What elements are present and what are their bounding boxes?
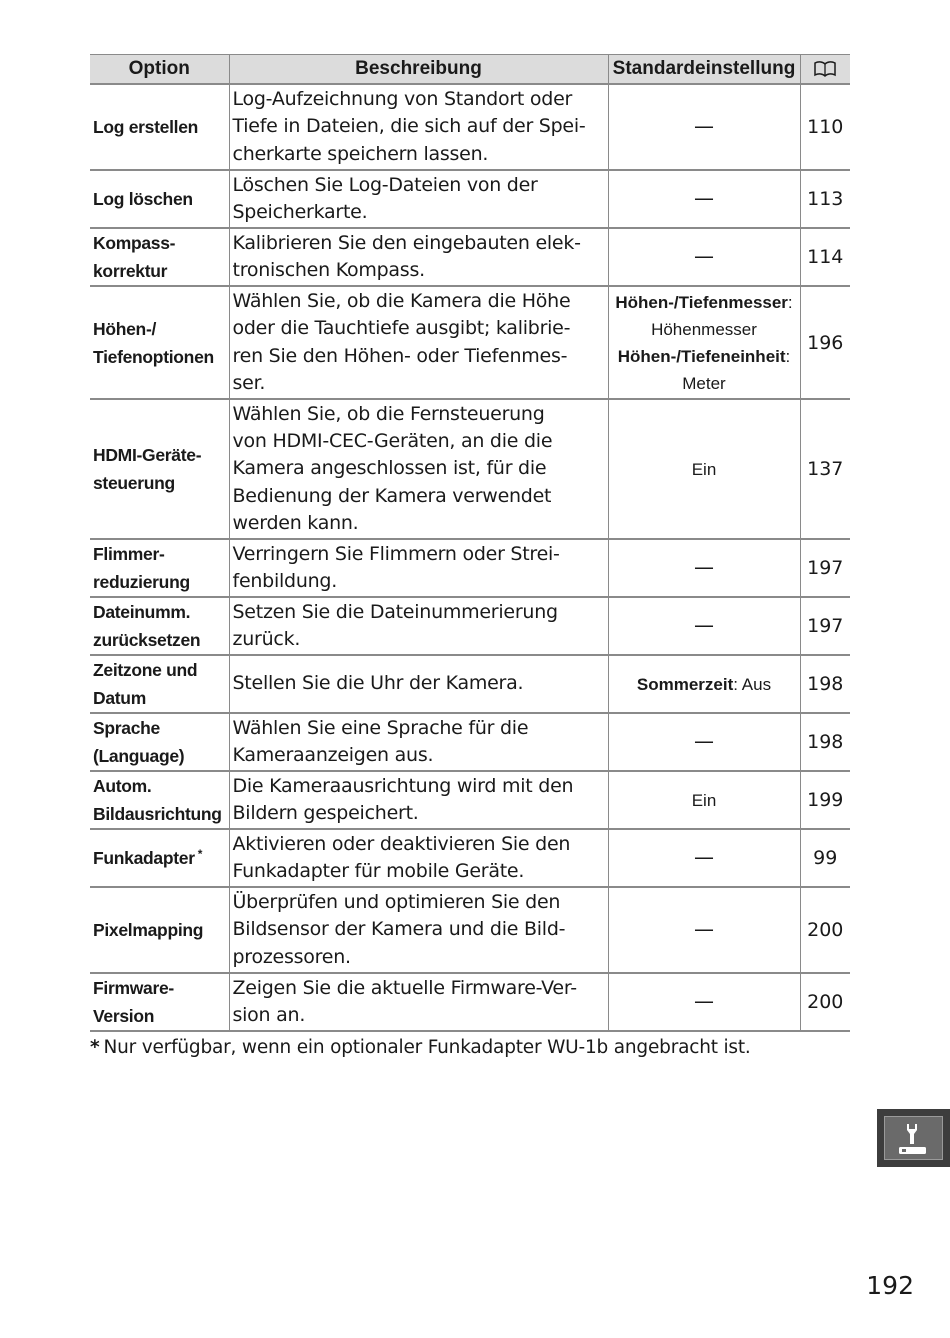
option-cell <box>90 829 229 887</box>
default-cell <box>608 973 800 1031</box>
header-description: Beschreibung <box>229 55 608 85</box>
option-label: HDMI-Geräte- <box>93 445 202 465</box>
default-value: — <box>694 186 714 210</box>
option-label: Pixelmapping <box>93 920 204 940</box>
table-row <box>90 655 850 713</box>
description-line: Aktivieren oder deaktivieren Sie den <box>232 832 571 855</box>
description-line: Wählen Sie, ob die Kamera die Höhe <box>232 289 571 312</box>
default-value: — <box>694 613 714 637</box>
option-label: zurücksetzen <box>93 630 201 650</box>
table-header-row <box>90 55 850 85</box>
default-value: — <box>694 114 714 138</box>
description-line: Tiefe in Dateien, die sich auf der Spei- <box>232 115 586 138</box>
option-cell <box>90 539 229 597</box>
description-line: Kalibrieren Sie den eingebauten elek- <box>232 231 581 254</box>
option-cell <box>90 887 229 973</box>
footnote <box>90 1037 850 1058</box>
option-label: Sprache <box>93 718 160 738</box>
default-value: — <box>694 244 714 268</box>
default-cell <box>608 84 800 170</box>
page-reference-cell: 200 <box>800 887 850 973</box>
page-reference-cell: 198 <box>800 655 850 713</box>
option-label: Funkadapter <box>93 848 195 868</box>
option-cell <box>90 713 229 771</box>
option-label: Log erstellen <box>93 117 199 137</box>
footnote-text: Nur verfügbar, wenn ein optionaler Funkadapter WU-1b angebracht ist. <box>103 1037 751 1058</box>
description-line: fenbildung. <box>232 570 338 592</box>
description-line: Log-Aufzeichnung von Standort oder <box>232 88 573 111</box>
default-cell <box>608 771 800 829</box>
description-line: werden kann. <box>232 511 359 534</box>
option-label: Firmware- <box>93 978 174 998</box>
option-label: Datum <box>93 688 146 708</box>
table-row <box>90 887 850 973</box>
description-line: Stellen Sie die Uhr der Kamera. <box>232 672 524 695</box>
default-cell <box>608 597 800 655</box>
description-line: zurück. <box>232 628 301 650</box>
option-label: Tiefenoptionen <box>93 346 214 367</box>
table-row <box>90 973 850 1031</box>
description-line: Speicherkarte. <box>232 201 368 223</box>
description-line: Kameraanzeigen aus. <box>232 744 434 766</box>
default-value: — <box>694 845 714 869</box>
table-row <box>90 597 850 655</box>
setup-menu-wrench-icon <box>885 1117 942 1159</box>
table-row <box>90 713 850 771</box>
description-cell <box>229 84 608 170</box>
page-reference-cell: 113 <box>800 170 850 228</box>
description-cell <box>229 887 608 973</box>
default-setting-label: Sommerzeit <box>636 674 734 694</box>
header-option: Option <box>90 55 229 85</box>
description-line: Kamera angeschlossen ist, für die <box>232 457 547 480</box>
default-cell <box>608 399 800 539</box>
description-cell <box>229 399 608 539</box>
description-line: Bildsensor der Kamera und die Bild- <box>232 918 566 941</box>
option-label: Log löschen <box>93 189 193 209</box>
default-cell <box>608 887 800 973</box>
option-cell <box>90 84 229 170</box>
default-setting-separator: : <box>733 674 738 694</box>
table-row <box>90 771 850 829</box>
default-value: Ein <box>691 459 717 479</box>
description-cell <box>229 713 608 771</box>
description-line: Zeigen Sie die aktuelle Firmware-Ver- <box>232 976 577 999</box>
option-cell <box>90 771 229 829</box>
description-line: Überprüfen und optimieren Sie den <box>232 891 561 914</box>
option-cell <box>90 973 229 1031</box>
table-row <box>90 228 850 286</box>
default-value: — <box>694 555 714 579</box>
description-line: prozessoren. <box>232 945 351 968</box>
default-cell <box>608 713 800 771</box>
option-label: (Language) <box>93 746 185 766</box>
default-cell <box>608 829 800 887</box>
description-line: ser. <box>232 371 266 394</box>
description-cell <box>229 286 608 399</box>
option-label: Höhen-/ <box>93 318 157 339</box>
page-number: 192 <box>866 1271 914 1300</box>
description-cell <box>229 655 608 713</box>
settings-table <box>90 54 850 1032</box>
default-cell <box>608 286 800 399</box>
description-line: Bildern gespeichert. <box>232 802 419 824</box>
table-row <box>90 539 850 597</box>
footnote-marker: * <box>90 1037 100 1058</box>
page-reference-cell: 198 <box>800 713 850 771</box>
option-label: Dateinumm. <box>93 602 191 622</box>
option-label: steuerung <box>93 473 175 493</box>
option-label: korrektur <box>93 261 168 281</box>
option-cell <box>90 228 229 286</box>
page-reference-cell: 114 <box>800 228 850 286</box>
option-cell <box>90 286 229 399</box>
description-cell <box>229 539 608 597</box>
description-line: Setzen Sie die Dateinummerierung <box>232 600 558 623</box>
page-reference-cell: 99 <box>800 829 850 887</box>
option-cell <box>90 655 229 713</box>
option-label: Bildausrichtung <box>93 804 222 824</box>
description-cell <box>229 973 608 1031</box>
page-reference-cell: 197 <box>800 597 850 655</box>
default-setting-value: Höhenmesser <box>651 319 757 339</box>
table-row <box>90 829 850 887</box>
table-row <box>90 170 850 228</box>
page-reference-cell: 196 <box>800 286 850 399</box>
option-cell <box>90 170 229 228</box>
description-line: cherkarte speichern lassen. <box>232 142 489 165</box>
description-cell <box>229 829 608 887</box>
default-setting-label: Höhen-/Tiefenmesser <box>615 292 788 312</box>
default-cell <box>608 655 800 713</box>
option-label: reduzierung <box>93 572 190 592</box>
footnote-reference: * <box>197 847 203 861</box>
description-line: Verringern Sie Flimmern oder Strei- <box>232 542 560 565</box>
description-line: Löschen Sie Log-Dateien von der <box>232 173 538 196</box>
option-cell <box>90 597 229 655</box>
description-cell <box>229 597 608 655</box>
table-row <box>90 84 850 170</box>
default-setting-separator: : <box>787 292 793 312</box>
option-label: Kompass- <box>93 233 176 253</box>
default-value: — <box>694 917 714 941</box>
table-row <box>90 399 850 539</box>
default-value: Ein <box>691 790 717 810</box>
description-line: von HDMI-CEC-Geräten, an die die <box>232 430 553 453</box>
default-cell <box>608 170 800 228</box>
page-reference-cell: 200 <box>800 973 850 1031</box>
default-setting-value: Aus <box>738 674 772 694</box>
default-setting-label: Höhen-/Tiefeneinheit <box>617 346 786 366</box>
description-cell <box>229 228 608 286</box>
table-row <box>90 286 850 399</box>
default-cell <box>608 228 800 286</box>
page-reference-cell: 137 <box>800 399 850 539</box>
option-label: Flimmer- <box>93 544 165 564</box>
description-line: tronischen Kompass. <box>232 259 425 281</box>
description-line: Bedienung der Kamera verwendet <box>232 484 552 507</box>
header-default: Standardeinstellung <box>608 55 800 85</box>
description-line: oder die Tauchtiefe ausgibt; kalibrie- <box>232 317 571 340</box>
page-reference-cell: 110 <box>800 84 850 170</box>
option-label: Zeitzone und <box>93 660 198 680</box>
default-cell <box>608 539 800 597</box>
option-label: Version <box>93 1006 155 1026</box>
page-reference-cell: 197 <box>800 539 850 597</box>
option-label: Autom. <box>93 776 152 796</box>
description-line: sion an. <box>232 1004 306 1026</box>
description-line: Funkadapter für mobile Geräte. <box>232 860 525 882</box>
default-setting-value: Meter <box>682 373 726 393</box>
manual-book-icon <box>812 59 838 79</box>
description-cell <box>229 771 608 829</box>
setup-menu-tab <box>877 1109 950 1167</box>
description-cell <box>229 170 608 228</box>
page-reference-cell: 199 <box>800 771 850 829</box>
description-line: Wählen Sie, ob die Fernsteuerung <box>232 402 545 425</box>
header-page-ref <box>800 55 850 85</box>
default-value: — <box>694 729 714 753</box>
default-value: — <box>694 989 714 1013</box>
description-line: Wählen Sie eine Sprache für die <box>232 716 529 739</box>
default-setting-separator: : <box>785 346 791 366</box>
option-cell <box>90 399 229 539</box>
description-line: Die Kameraausrichtung wird mit den <box>232 774 574 797</box>
description-line: ren Sie den Höhen- oder Tiefenmes- <box>232 344 568 367</box>
